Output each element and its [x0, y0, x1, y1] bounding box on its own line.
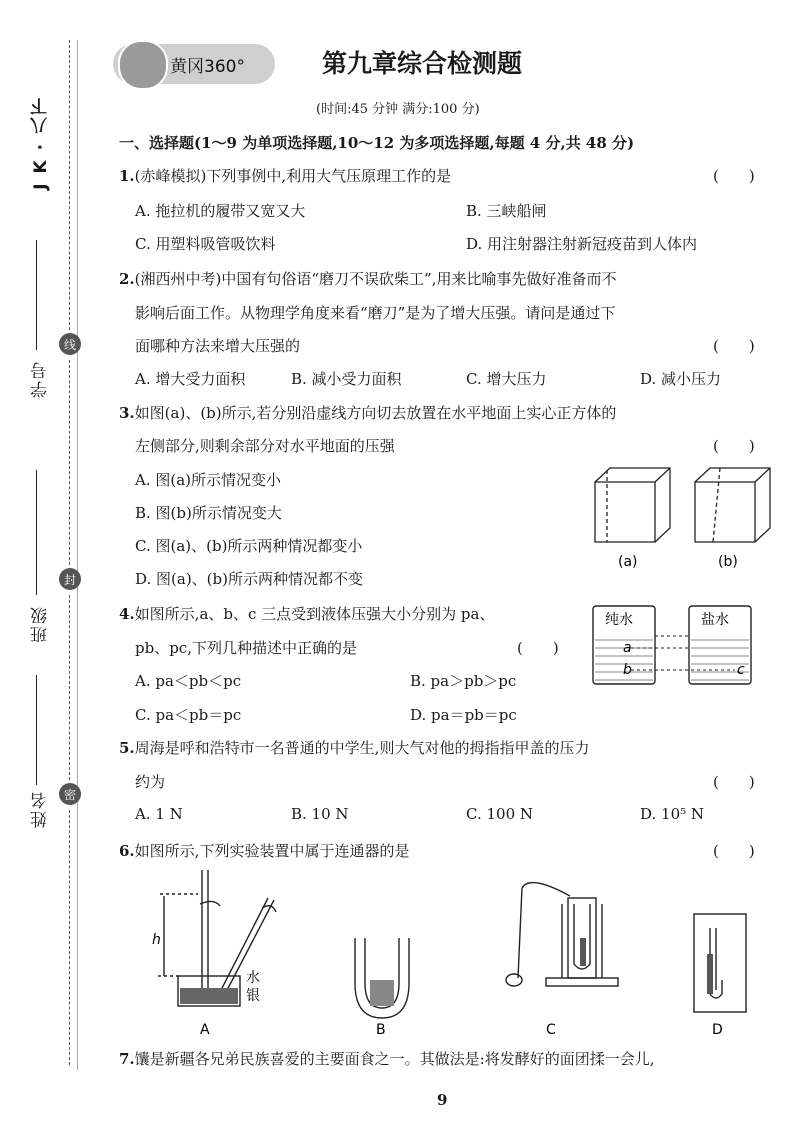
option-b[interactable]: B. 减小受力面积 — [291, 370, 402, 388]
question-text: 如图所示,下列实验装置中属于连通器的是 — [134, 842, 410, 860]
option-c[interactable]: C. 图(a)、(b)所示两种情况都变小 — [135, 537, 363, 555]
option-d[interactable]: D. 图(a)、(b)所示两种情况都不变 — [135, 570, 363, 588]
question-number: 1. — [119, 167, 135, 185]
seal-secret: 密 — [59, 783, 81, 805]
question-text: 馕是新疆各兄弟民族喜爱的主要面食之一。其做法是:将发酵好的面团揉一会儿, — [134, 1050, 655, 1068]
question-number: 5. — [119, 739, 135, 757]
cut-line-top — [69, 40, 70, 330]
question-text: pb、pc,下列几种描述中正确的是 — [135, 639, 357, 657]
figure-label-c: C — [546, 1022, 556, 1038]
field-class-label: 班级 — [31, 605, 51, 643]
option-c[interactable]: C. 增大压力 — [466, 370, 547, 388]
answer-blank[interactable]: ( ) — [713, 337, 755, 355]
question-6 — [119, 840, 409, 861]
point-b-label: b — [623, 662, 632, 678]
question-number: 4. — [119, 605, 135, 623]
question-text: (赤峰模拟)下列事例中,利用大气压原理工作的是 — [134, 167, 452, 185]
question-number: 3. — [119, 404, 135, 422]
seal-line: 线 — [59, 333, 81, 355]
field-name-label: 姓名 — [31, 790, 51, 828]
option-b[interactable]: B. 三峡船闸 — [466, 202, 547, 220]
question-5 — [119, 737, 589, 758]
figure-label-a: A — [200, 1022, 210, 1038]
answer-blank[interactable]: ( ) — [713, 842, 755, 860]
question-text: 如图所示,a、b、c 三点受到液体压强大小分别为 pa、 — [134, 605, 495, 623]
page-number: 9 — [437, 1091, 448, 1109]
seal-seal: 封 — [59, 568, 81, 590]
question-number: 7. — [119, 1050, 135, 1068]
option-a[interactable]: A. pa＜pb＜pc — [135, 672, 242, 690]
question-3 — [119, 402, 616, 423]
option-c[interactable]: C. 100 N — [466, 805, 534, 823]
mercury-label-2: 银 — [246, 988, 260, 1004]
option-c[interactable]: C. 用塑料吸管吸饮料 — [135, 235, 276, 253]
figure-label-a: (a) — [618, 554, 638, 570]
answer-blank[interactable]: ( ) — [713, 773, 755, 791]
label-salt-water: 盐水 — [701, 612, 729, 628]
option-b[interactable]: B. 图(b)所示情况变大 — [135, 504, 282, 522]
question-2 — [119, 268, 616, 289]
point-c-label: c — [737, 662, 745, 678]
question-text: 约为 — [135, 773, 166, 791]
cut-line-low — [69, 595, 70, 780]
page-title: 第九章综合检测题 — [322, 49, 523, 78]
figure-label-d: D — [712, 1022, 723, 1038]
option-b[interactable]: B. pa＞pb＞pc — [410, 672, 517, 690]
answer-blank[interactable]: ( ) — [713, 167, 755, 185]
option-d[interactable]: D. pa＝pb＝pc — [410, 706, 517, 724]
cube-figure — [585, 462, 775, 572]
beaker-figure — [585, 600, 775, 690]
field-student-id-label: 学号 — [31, 360, 51, 398]
question-number: 6. — [119, 842, 135, 860]
question-text: 周海是呼和浩特市一名普通的中学生,则大气对他的拇指指甲盖的压力 — [134, 739, 590, 757]
book-code: J K · 八下 — [31, 96, 51, 190]
question-number: 2. — [119, 270, 135, 288]
cut-line-bottom — [69, 810, 70, 1065]
option-a[interactable]: A. 拖拉机的履带又宽又大 — [135, 202, 306, 220]
question-7 — [119, 1048, 655, 1069]
mercury-label-1: 水 — [246, 970, 260, 986]
option-d[interactable]: D. 用注射器注射新冠疫苗到人体内 — [466, 235, 698, 253]
field-name-line[interactable] — [36, 675, 37, 785]
question-text: 如图(a)、(b)所示,若分别沿虚线方向切去放置在水平地面上实心正方体的 — [134, 404, 617, 422]
exam-info: (时间:45 分钟 满分:100 分) — [316, 102, 480, 117]
question-4 — [119, 603, 494, 624]
point-a-label: a — [623, 640, 632, 656]
option-d[interactable]: D. 减小压力 — [640, 370, 722, 388]
field-class-line[interactable] — [36, 470, 37, 595]
option-a[interactable]: A. 增大受力面积 — [135, 370, 246, 388]
figure-label-b: B — [376, 1022, 386, 1038]
option-c[interactable]: C. pa＜pb＝pc — [135, 706, 242, 724]
section-heading: 一、选择题(1～9 为单项选择题,10～12 为多项选择题,每题 4 分,共 48 分) — [119, 134, 635, 152]
field-student-id-line[interactable] — [36, 240, 37, 350]
option-a[interactable]: A. 图(a)所示情况变小 — [135, 471, 282, 489]
option-d[interactable]: D. 10⁵ N — [640, 805, 705, 823]
question-text: 左侧部分,则剩余部分对水平地面的压强 — [135, 437, 395, 455]
figure-label-b: (b) — [718, 554, 738, 570]
brand-mascot-icon — [118, 40, 168, 90]
answer-blank[interactable]: ( ) — [713, 437, 755, 455]
cut-line-mid — [69, 360, 70, 565]
height-label: h — [152, 932, 161, 948]
question-text: 面哪种方法来增大压强的 — [135, 337, 301, 355]
answer-blank[interactable]: ( ) — [517, 639, 559, 657]
margin-divider — [77, 40, 78, 1070]
apparatus-figure — [150, 868, 750, 1043]
brand-badge-text: 黄冈360° — [170, 57, 245, 77]
option-b[interactable]: B. 10 N — [291, 805, 349, 823]
option-a[interactable]: A. 1 N — [135, 805, 183, 823]
question-text: 影响后面工作。从物理学角度来看“磨刀”是为了增大压强。请问是通过下 — [135, 304, 616, 322]
question-text: (湘西州中考)中国有句俗语“磨刀不误砍柴工”,用来比喻事先做好准备而不 — [134, 270, 617, 288]
question-1 — [119, 165, 451, 186]
label-pure-water: 纯水 — [605, 612, 633, 628]
